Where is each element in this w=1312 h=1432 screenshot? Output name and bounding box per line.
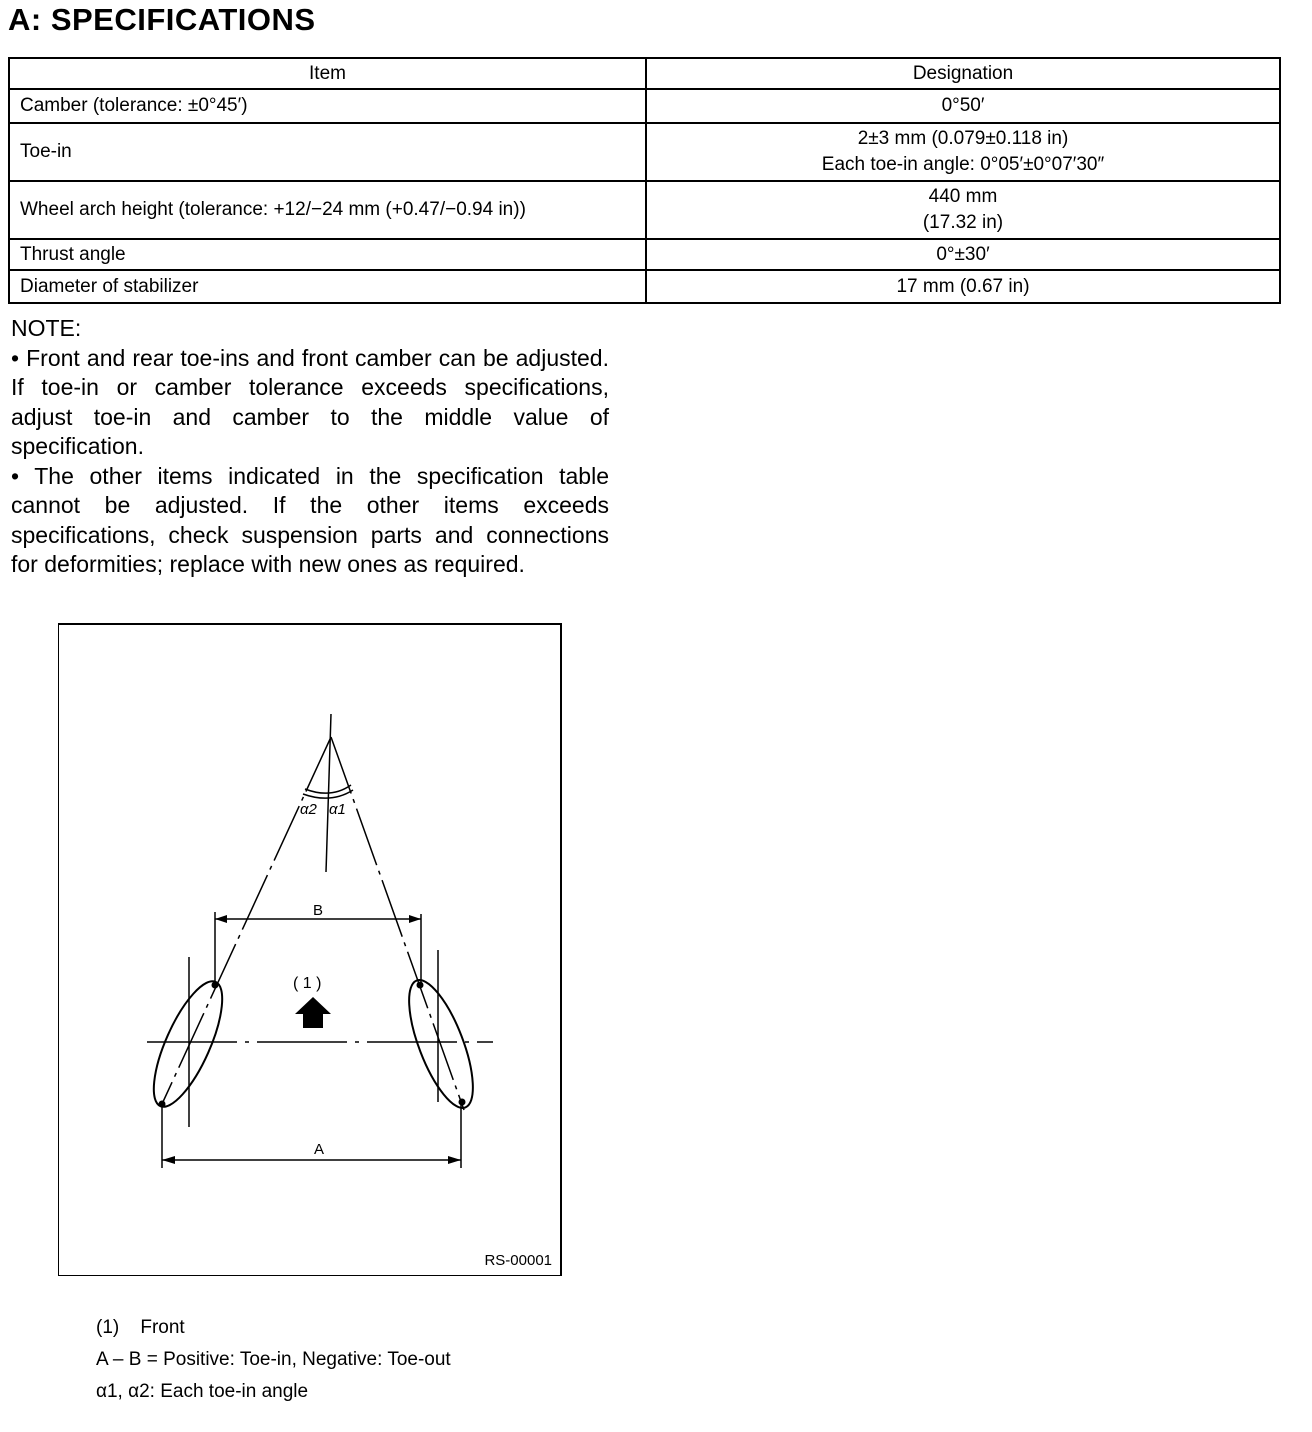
- value-line: 0°50′: [941, 95, 985, 116]
- alpha2-label: α2: [300, 801, 317, 818]
- row-item: Diameter of stabilizer: [9, 270, 646, 303]
- caption-line: α1, α2: Each toe-in angle: [96, 1381, 309, 1402]
- alpha1-label: α1: [329, 801, 346, 818]
- note-block: [11, 314, 609, 580]
- row-value: [646, 89, 1280, 123]
- figure-id: RS-00001: [484, 1252, 552, 1269]
- header-designation: Designation: [646, 58, 1280, 89]
- row-item: Toe-in: [9, 123, 646, 181]
- right-toe-line: [331, 737, 464, 1110]
- table-row: [9, 181, 1280, 239]
- note-heading: NOTE:: [11, 315, 82, 341]
- contact-dot: [459, 1099, 466, 1106]
- header-item: Item: [9, 58, 646, 89]
- row-item: Thrust angle: [9, 239, 646, 270]
- row-value: [646, 239, 1280, 270]
- toe-in-diagram-drawing: [59, 625, 563, 1278]
- table-header-row: [9, 58, 1280, 89]
- contact-dot: [417, 982, 424, 989]
- value-line: 2±3 mm (0.079±0.118 in): [857, 128, 1069, 149]
- contact-dot: [212, 982, 219, 989]
- a-arrow-left: [162, 1156, 175, 1164]
- contact-dot: [159, 1101, 166, 1108]
- b-label: B: [313, 902, 324, 919]
- note-bullet: • The other items indicated in the specification table cannot be adjusted. If the other items exceeds specifications, check suspension parts and connections for deformities; replace with new ones as required.: [11, 462, 609, 577]
- left-toe-line: [162, 737, 331, 1104]
- left-wheel: [140, 973, 236, 1115]
- value-line: (17.32 in): [922, 212, 1004, 233]
- value-line: Each toe-in angle: 0°05′±0°07′30″: [821, 154, 1105, 175]
- row-item: Wheel arch height (tolerance: +12/−24 mm (+0.47/−0.94 in)): [9, 181, 646, 239]
- b-arrow-left: [215, 915, 227, 923]
- value-line: 440 mm: [928, 186, 998, 207]
- specifications-table: [8, 57, 1281, 304]
- table-row: [9, 89, 1280, 123]
- row-item: Camber (tolerance: ±0°45′): [9, 89, 646, 123]
- a-arrow-right: [448, 1156, 461, 1164]
- front-arrow-icon: [295, 997, 331, 1028]
- caption-line: (1) Front: [96, 1317, 185, 1338]
- table-row: [9, 123, 1280, 181]
- value-line: 0°±30′: [936, 243, 990, 265]
- section-title: A: SPECIFICATIONS: [8, 2, 316, 37]
- row-value: [646, 123, 1280, 181]
- table-row: [9, 239, 1280, 270]
- b-arrow-right: [409, 915, 421, 923]
- front-label: ( 1 ): [293, 975, 322, 992]
- row-value: [646, 270, 1280, 303]
- figure-caption: [96, 1312, 451, 1408]
- toe-in-diagram: [58, 623, 562, 1276]
- note-bullet: • Front and rear toe-ins and front camber can be adjusted. If toe-in or camber tolerance exceeds specifications, adjust toe-in and camber to the middle value of specification.: [11, 344, 609, 459]
- row-value: [646, 181, 1280, 239]
- value-line: 17 mm (0.67 in): [896, 275, 1030, 297]
- table-row: [9, 270, 1280, 303]
- a-label: A: [314, 1141, 325, 1158]
- caption-line: A – B = Positive: Toe-in, Negative: Toe-out: [96, 1349, 451, 1370]
